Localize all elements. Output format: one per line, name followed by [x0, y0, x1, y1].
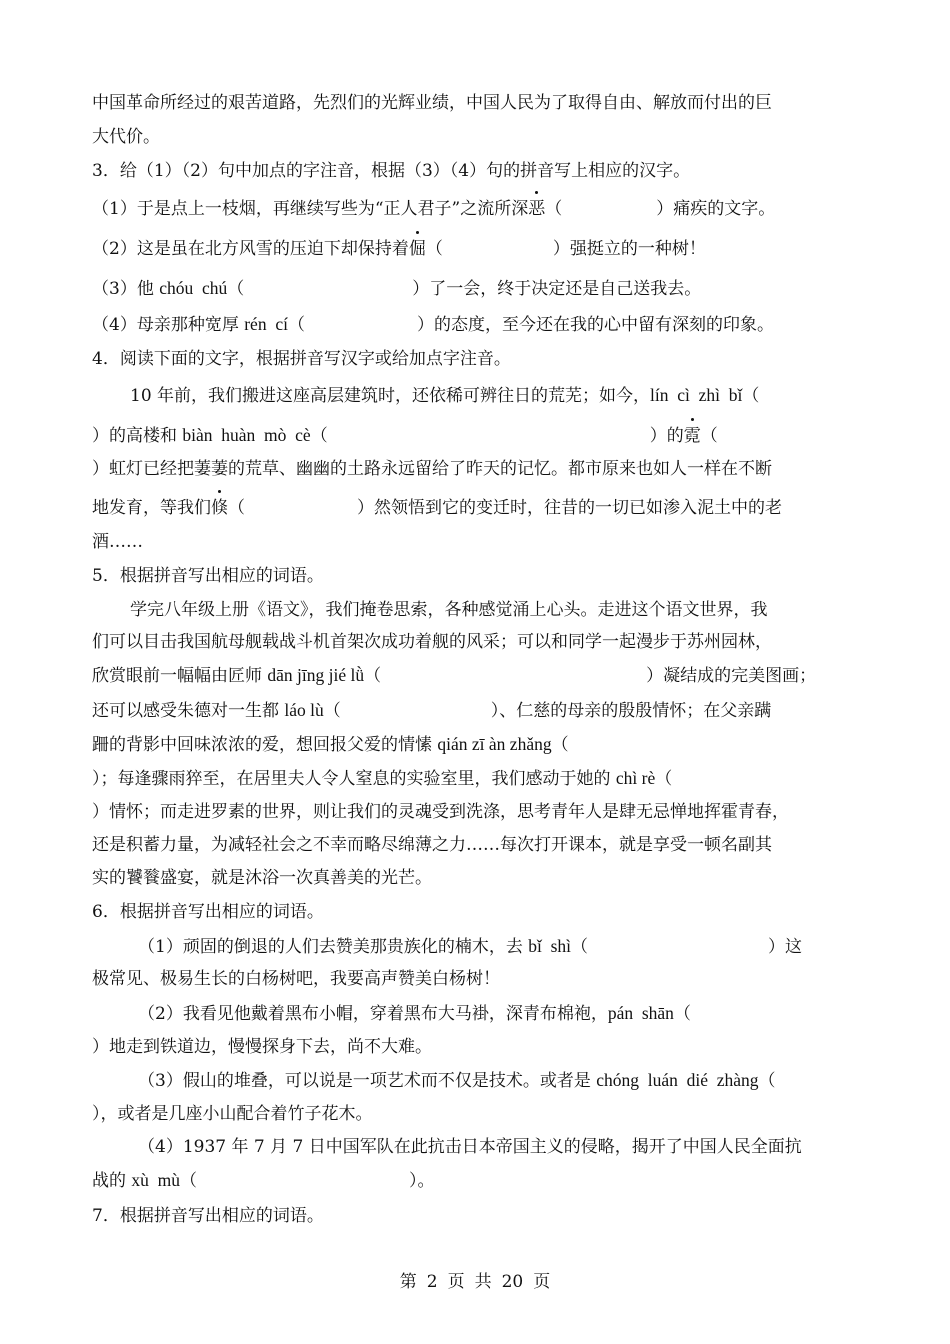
q5-line: 还是积蓄力量，为减轻社会之不幸而略尽绵薄之力……每次打开课本，就是享受一顿名副其	[92, 835, 772, 855]
q6-line: ）地走到铁道边，慢慢探身下去，尚不大难。	[92, 1037, 432, 1057]
question-6-title: 6．根据拼音写出相应的词语。	[92, 902, 324, 922]
dotted-char: 倏	[211, 498, 228, 518]
q4-line: ）虹灯已经把萋萋的荒草、幽幽的土路永远留给了昨天的记忆。都市原来也如人一样在不断	[92, 459, 772, 479]
text-line: 大代价。	[92, 127, 160, 147]
text: （	[742, 386, 760, 406]
pinyin: láo lù	[284, 700, 324, 720]
q6-line	[92, 1169, 435, 1192]
pinyin: chóu chú	[159, 278, 228, 298]
q5-line: 学完八年级上册《语文》，我们掩卷思索，各种感觉涌上心头。走进这个语文世界，我	[130, 600, 768, 620]
text: （	[364, 666, 382, 686]
footer-text: 页	[447, 1272, 465, 1292]
q3-sentence-4	[92, 313, 774, 336]
q3-sentence-3	[92, 277, 701, 300]
text: 还可以感受朱德对一生都	[92, 701, 285, 721]
text: 战的	[92, 1171, 132, 1191]
text-line: 中国革命所经过的艰苦道路，先烈们的光辉业绩，中国人民为了取得自由、解放而付出的巨	[92, 93, 772, 113]
pinyin: lín cì zhì bǐ	[650, 385, 743, 405]
question-7-title: 7．根据拼音写出相应的词语。	[92, 1206, 324, 1226]
text: ）这	[768, 937, 803, 957]
text: （	[758, 1071, 776, 1091]
q5-line	[92, 664, 816, 687]
page-footer	[0, 1267, 950, 1292]
q5-line: ）情怀；而走进罗素的世界，则让我们的灵魂受到洗涤，思考青年人是肆无忌惮地挥霍青春，	[92, 802, 789, 822]
text: （3）假山的堆叠，可以说是一项艺术而不仅是技术。或者是	[138, 1071, 597, 1091]
footer-text: 第	[399, 1272, 417, 1292]
q6-sentence-2	[138, 1002, 691, 1025]
pinyin: qián zī àn zhǎng	[437, 734, 552, 754]
text: ）的高楼和	[92, 426, 183, 446]
text: ）；每逢骤雨猝至，在居里夫人令人窒息的实验室里，我们感动于她的	[92, 769, 616, 789]
text: 欣赏眼前一幅幅由匠师	[92, 666, 268, 686]
q4-line	[92, 424, 718, 447]
pinyin: biàn huàn mò cè	[182, 425, 311, 445]
question-4-title: 4．阅读下面的文字，根据拼音写汉字或给加点字注音。	[92, 349, 511, 369]
pinyin: dān jīng jié lǜ	[267, 665, 365, 685]
pinyin: bǐ shì	[528, 936, 572, 956]
q4-line: 酒……	[92, 532, 143, 552]
text: ）凝结成的完美图画；	[646, 666, 817, 686]
text: （	[700, 426, 718, 446]
pinyin: chì rè	[615, 768, 656, 788]
text: （	[571, 937, 589, 957]
dotted-char: 恶	[528, 199, 546, 219]
q4-line	[92, 497, 782, 519]
q6-line: 极常见、极易生长的白杨树吧，我要高声赞美白杨树！	[92, 969, 500, 989]
pinyin: rén cí	[244, 314, 288, 334]
total-pages: 20	[501, 1272, 524, 1292]
q3-sentence-1	[92, 198, 775, 220]
text: 10 年前，我们搬进这座高层建筑时，还依稀可辨往日的荒芜；如今，	[130, 386, 651, 406]
text: （1）顽固的倒退的人们去赞美那贵族化的楠木，去	[138, 937, 529, 957]
text: ）然领悟到它的变迁时，往昔的一切已如渗入泥土中的老	[357, 498, 782, 518]
q6-sentence-1	[138, 935, 802, 958]
text: （2）我看见他戴着黑布小帽，穿着黑布大马褂，深青布棉袍，	[138, 1004, 608, 1024]
q6-sentence-4: （4）1937 年 7 月 7 日中国军队在此抗击日本帝国主义的侵略，揭开了中国人民全面抗	[138, 1137, 802, 1157]
text: ）的	[649, 426, 684, 446]
pinyin: xù mù	[131, 1170, 181, 1190]
text: ）的态度，至今还在我的心中留有深刻的印象。	[416, 315, 774, 335]
text: （	[655, 769, 673, 789]
text: ）。	[409, 1171, 435, 1191]
question-5-title: 5．根据拼音写出相应的词语。	[92, 566, 324, 586]
footer-text: 页	[533, 1272, 551, 1292]
text: 地发育，等我们	[92, 498, 211, 518]
text: （	[551, 735, 569, 755]
text: 跚的背影中回味浓浓的爱，想回报父爱的情愫	[92, 735, 438, 755]
q3-sentence-2	[92, 238, 706, 260]
text: （	[425, 239, 443, 259]
text: （	[310, 426, 328, 446]
text: （3）他	[92, 279, 160, 299]
q6-sentence-3	[138, 1069, 776, 1092]
text: （	[180, 1171, 198, 1191]
question-3-title: 3．给（1）（2）句中加点的字注音，根据（3）（4）句的拼音写上相应的汉字。	[92, 161, 691, 181]
dotted-char: 霓	[683, 426, 701, 446]
q6-line: ），或者是几座小山配合着竹子花木。	[92, 1104, 373, 1124]
footer-text: 共	[474, 1272, 492, 1292]
q5-line: 们可以目击我国航母舰载战斗机首架次成功着舰的风采；可以和同学一起漫步于苏州园林，	[92, 632, 772, 652]
q5-line	[92, 699, 771, 722]
text: （2）这是虽在北方风雪的压迫下却保持着	[92, 239, 409, 259]
text: ）、仁慈的母亲的殷殷情怀；在父亲蹒	[490, 701, 772, 721]
q5-line	[92, 733, 569, 756]
text: （1）于是点上一枝烟，再继续写些为“正人君子”之流所深	[92, 199, 529, 219]
text: （	[545, 199, 563, 219]
text: （	[323, 701, 341, 721]
text: （4）母亲那种宽厚	[92, 315, 245, 335]
text: ）了一会，终于决定还是自己送我去。	[412, 279, 702, 299]
text: （	[228, 498, 245, 518]
text: ）强挺立的一种树！	[552, 239, 706, 259]
text: （	[227, 279, 245, 299]
pinyin: pán shān	[607, 1003, 674, 1023]
pinyin: chóng luán dié zhàng	[596, 1070, 759, 1090]
q5-line	[92, 767, 672, 790]
dotted-char: 倔	[408, 239, 426, 259]
text: （	[287, 315, 305, 335]
q4-line	[130, 384, 759, 407]
text: （	[673, 1004, 691, 1024]
text: ）痛疾的文字。	[656, 199, 776, 219]
page-number: 2	[426, 1272, 438, 1292]
q5-line: 实的饕餮盛宴，就是沐浴一次真善美的光芒。	[92, 868, 432, 888]
